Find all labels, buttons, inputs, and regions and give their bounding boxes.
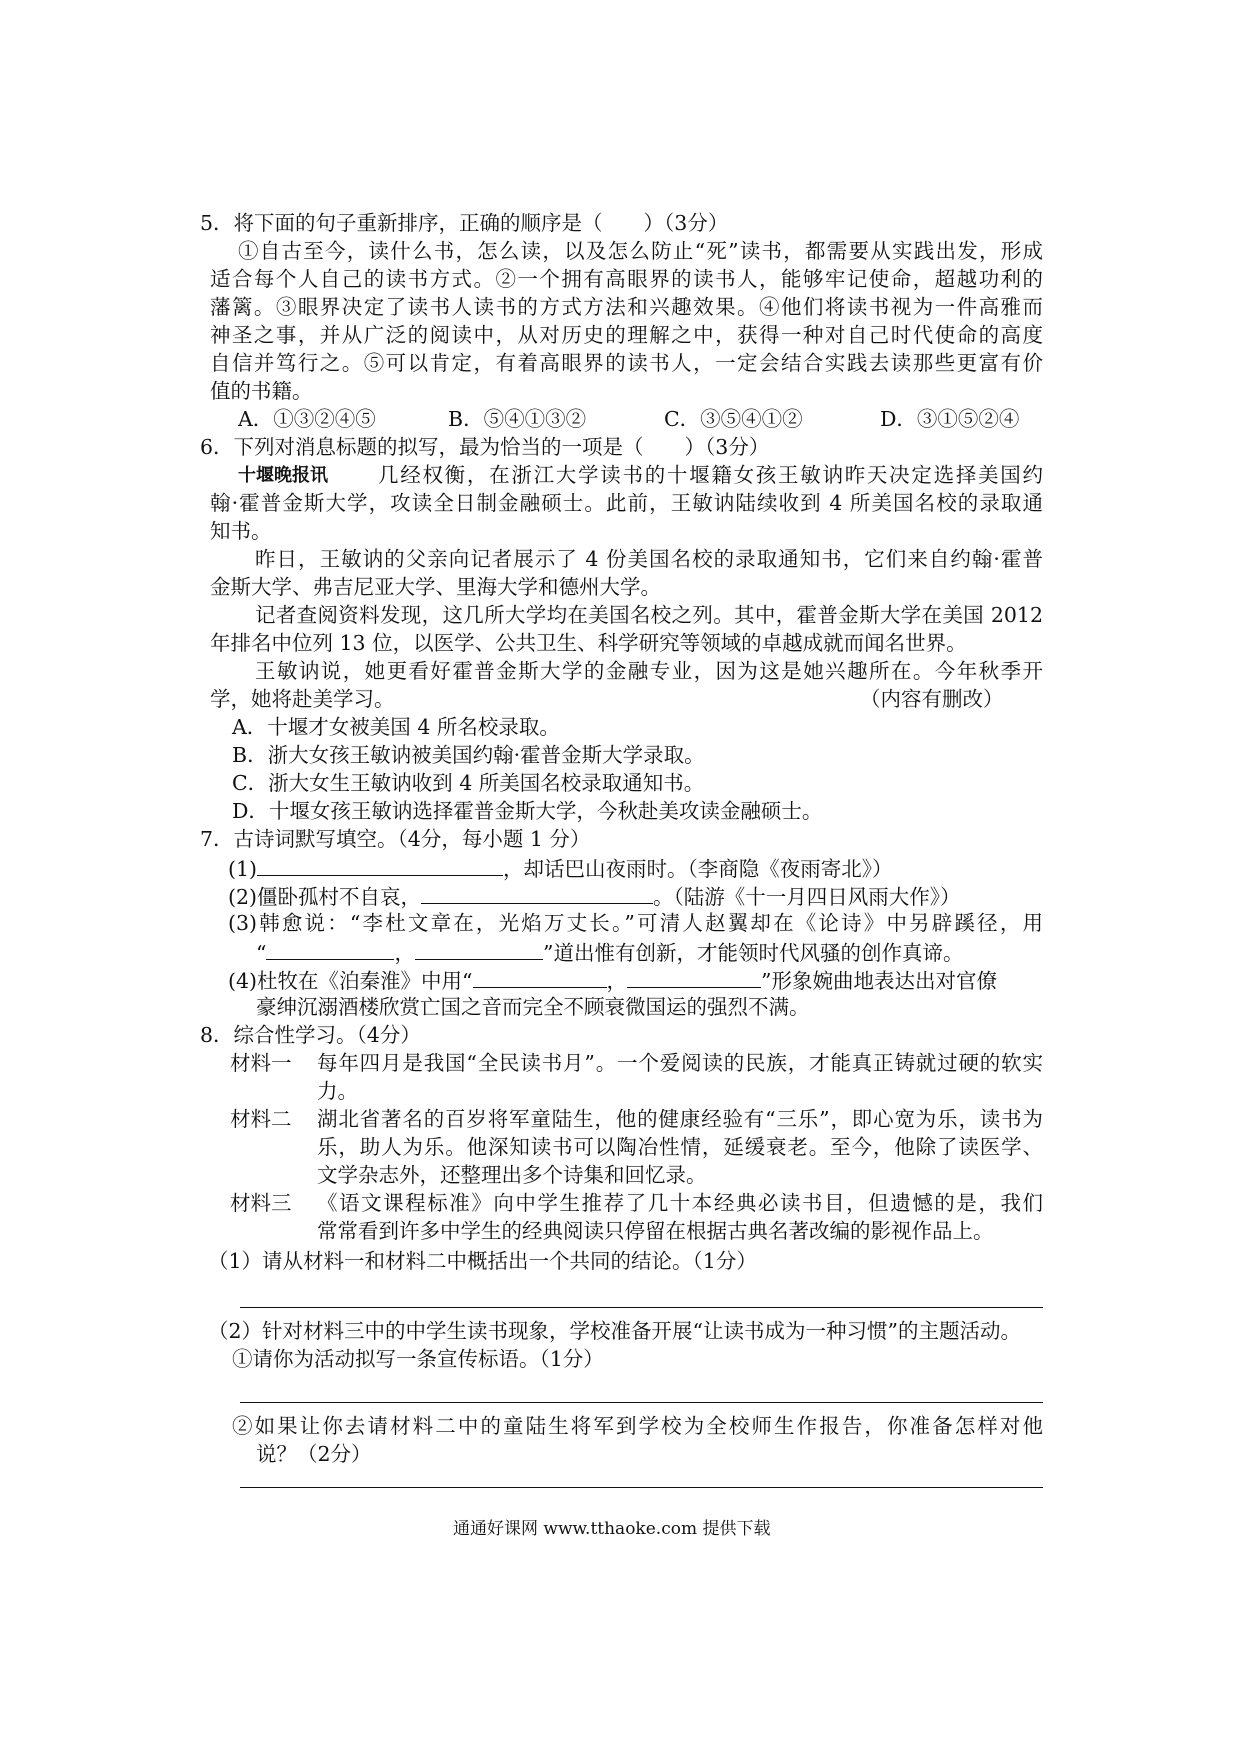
q7-item-3-cont bbox=[256, 937, 963, 967]
q7-item-4-tail: ”形象婉曲地表达出对官僚 bbox=[761, 969, 998, 993]
q6-option-a[interactable]: A．十堰才女被美国 4 所名校录取。 bbox=[232, 715, 560, 739]
q8-material-2-line: 湖北省著名的百岁将军童陆生，他的健康经验有“三乐”，即心宽为乐，读书为 bbox=[317, 1107, 1043, 1131]
q7-blank-2[interactable] bbox=[421, 881, 653, 904]
q8-material-3-label: 材料三 bbox=[230, 1191, 292, 1215]
q8-material-1-label: 材料一 bbox=[230, 1051, 292, 1075]
q6-news-line: 年排名中位列 13 位，以医学、公共卫生、科学研究等领域的卓越成就而闻名世界。 bbox=[210, 631, 967, 655]
q8-subquestion-2-1: ①请你为活动拟写一条宣传标语。（1分） bbox=[232, 1347, 604, 1371]
q8-material-2-line: 文学杂志外，还整理出多个诗集和回忆录。 bbox=[317, 1163, 707, 1187]
q8-material-1-line: 每年四月是我国“全民读书月”。一个爱阅读的民族，才能真正铸就过硬的软实 bbox=[317, 1051, 1043, 1075]
q8-subquestion-2-2: ②如果让你去请材料二中的童陆生将军到学校为全校师生作报告，你准备怎样对他 bbox=[232, 1414, 1043, 1438]
q7-item-2-source: 。（陆游《十一月四日风雨大作》） bbox=[653, 885, 961, 909]
q5-option-a[interactable]: A．①③②④⑤ bbox=[238, 407, 376, 431]
q6-news-line: 几经权衡，在浙江大学读书的十堰籍女孩王敏讷昨天决定选择美国约 bbox=[378, 463, 1043, 487]
q7-item-2 bbox=[228, 881, 961, 911]
q7-item-4-text: (4)杜牧在《泊秦淮》中用“ bbox=[228, 969, 473, 993]
q5-line: 值的书籍。 bbox=[210, 379, 313, 403]
q8-stem: 8．综合性学习。（4分） bbox=[200, 1023, 421, 1047]
q6-news-line: 金斯大学、弗吉尼亚大学、里海大学和德州大学。 bbox=[210, 575, 661, 599]
q8-answer-line-3[interactable] bbox=[240, 1487, 1043, 1488]
q5-line: 神圣之事，并从广泛的阅读中，从对历史的理解之中，获得一种对自己时代使命的高度 bbox=[210, 323, 1043, 347]
q8-subquestion-1: （1）请从材料一和材料二中概括出一个共同的结论。（1分） bbox=[208, 1249, 757, 1273]
q7-item-1 bbox=[228, 853, 893, 883]
q5-line: ①自古至今，读什么书，怎么读，以及怎么防止“死”读书，都需要从实践出发，形成 bbox=[238, 239, 1043, 263]
q7-item-4 bbox=[228, 965, 997, 995]
q7-stem: 7．古诗词默写填空。（4分，每小题 1 分） bbox=[200, 827, 591, 851]
q7-item-1-number: (1) bbox=[228, 857, 258, 881]
q8-material-2-line: 乐，助人为乐。他深知读书可以陶冶性情，延缓衰老。至今，他除了读医学、 bbox=[317, 1135, 1043, 1159]
q6-option-b[interactable]: B．浙大女孩王敏讷被美国约翰·霍普金斯大学录取。 bbox=[232, 743, 705, 767]
q7-blank-3a[interactable] bbox=[266, 937, 394, 960]
q8-answer-line-2[interactable] bbox=[240, 1402, 1043, 1403]
q6-news-line: 知书。 bbox=[210, 519, 272, 543]
q7-item-3-comma: ， bbox=[394, 941, 415, 965]
q7-item-2-text: (2)僵卧孤村不自哀， bbox=[228, 885, 422, 909]
q8-material-3-line: 《语文课程标准》向中学生推荐了几十本经典必读书目，但遗憾的是，我们 bbox=[317, 1191, 1043, 1215]
q7-item-4-cont: 豪绅沉溺酒楼欣赏亡国之音而完全不顾衰微国运的强烈不满。 bbox=[256, 995, 810, 1019]
q6-edit-note: （内容有删改） bbox=[860, 687, 1004, 711]
q5-option-c[interactable]: C．③⑤④①② bbox=[664, 407, 803, 431]
q7-item-1-text: ，却话巴山夜雨时。（李商隐《夜雨寄北》） bbox=[503, 857, 893, 881]
q5-line: 自信并笃行之。⑤可以肯定，有着高眼界的读书人，一定会结合实践去读那些更富有价 bbox=[210, 351, 1043, 375]
q8-answer-line-1[interactable] bbox=[240, 1307, 1043, 1308]
q5-line: 适合每个人自己的读书方式。②一个拥有高眼界的读书人，能够牢记使命，超越功利的 bbox=[210, 267, 1043, 291]
q7-item-4-comma: ， bbox=[606, 969, 628, 993]
q5-stem: 5．将下面的句子重新排序，正确的顺序是（ ）（3分） bbox=[200, 211, 729, 235]
q7-item-3-text: (3)韩愈说：“李杜文章在，光焰万丈长。”可清人赵翼却在《论诗》中另辟蹊径，用 bbox=[228, 911, 1043, 935]
q7-blank-4b[interactable] bbox=[627, 965, 761, 988]
q6-news-line: 王敏讷说，她更看好霍普金斯大学的金融专业，因为这是她兴趣所在。今年秋季开 bbox=[255, 659, 1043, 683]
q7-blank-3b[interactable] bbox=[415, 937, 543, 960]
q6-news-lead: 十堰晚报讯 bbox=[238, 465, 328, 486]
q8-material-1-line: 力。 bbox=[317, 1079, 358, 1103]
q7-blank-4a[interactable] bbox=[473, 965, 607, 988]
q6-news-line: 昨日，王敏讷的父亲向记者展示了 4 份美国名校的录取通知书，它们来自约翰·霍普 bbox=[255, 547, 1043, 571]
q7-item-3-quote-open: “ bbox=[256, 941, 267, 965]
q5-line: 藩篱。③眼界决定了读书人读书的方式方法和兴趣效果。④他们将读书视为一件高雅而 bbox=[210, 295, 1043, 319]
q8-material-2-label: 材料二 bbox=[230, 1107, 292, 1131]
q6-stem: 6．下列对消息标题的拟写，最为恰当的一项是（ ）（3分） bbox=[200, 435, 770, 459]
q7-blank-1[interactable] bbox=[257, 853, 503, 876]
q6-news-line: 翰·霍普金斯大学，攻读全日制金融硕士。此前，王敏讷陆续收到 4 所美国名校的录取通 bbox=[210, 491, 1043, 515]
q5-option-b[interactable]: B．⑤④①③② bbox=[448, 407, 587, 431]
q6-option-c[interactable]: C．浙大女生王敏讷收到 4 所美国名校录取通知书。 bbox=[232, 771, 705, 795]
q6-news-line: 记者查阅资料发现，这几所大学均在美国名校之列。其中，霍普金斯大学在美国 2012 bbox=[255, 603, 1043, 627]
page-footer: 通通好课网 www.tthaoke.com 提供下载 bbox=[453, 1519, 771, 1539]
q8-subquestion-2-2-cont: 说？（2分） bbox=[256, 1442, 372, 1466]
q7-item-3-tail: ”道出惟有创新，才能领时代风骚的创作真谛。 bbox=[542, 941, 964, 965]
q8-subquestion-2: （2）针对材料三中的中学生读书现象，学校准备开展“让读书成为一种习惯”的主题活动。 bbox=[208, 1319, 1022, 1343]
q6-news-line: 学，她将赴美学习。 bbox=[210, 687, 395, 711]
q8-material-3-line: 常常看到许多中学生的经典阅读只停留在根据古典名著改编的影视作品上。 bbox=[317, 1219, 994, 1243]
q6-option-d[interactable]: D．十堰女孩王敏讷选择霍普金斯大学，今秋赴美攻读金融硕士。 bbox=[232, 799, 823, 823]
q5-option-d[interactable]: D．③①⑤②④ bbox=[880, 407, 1020, 431]
